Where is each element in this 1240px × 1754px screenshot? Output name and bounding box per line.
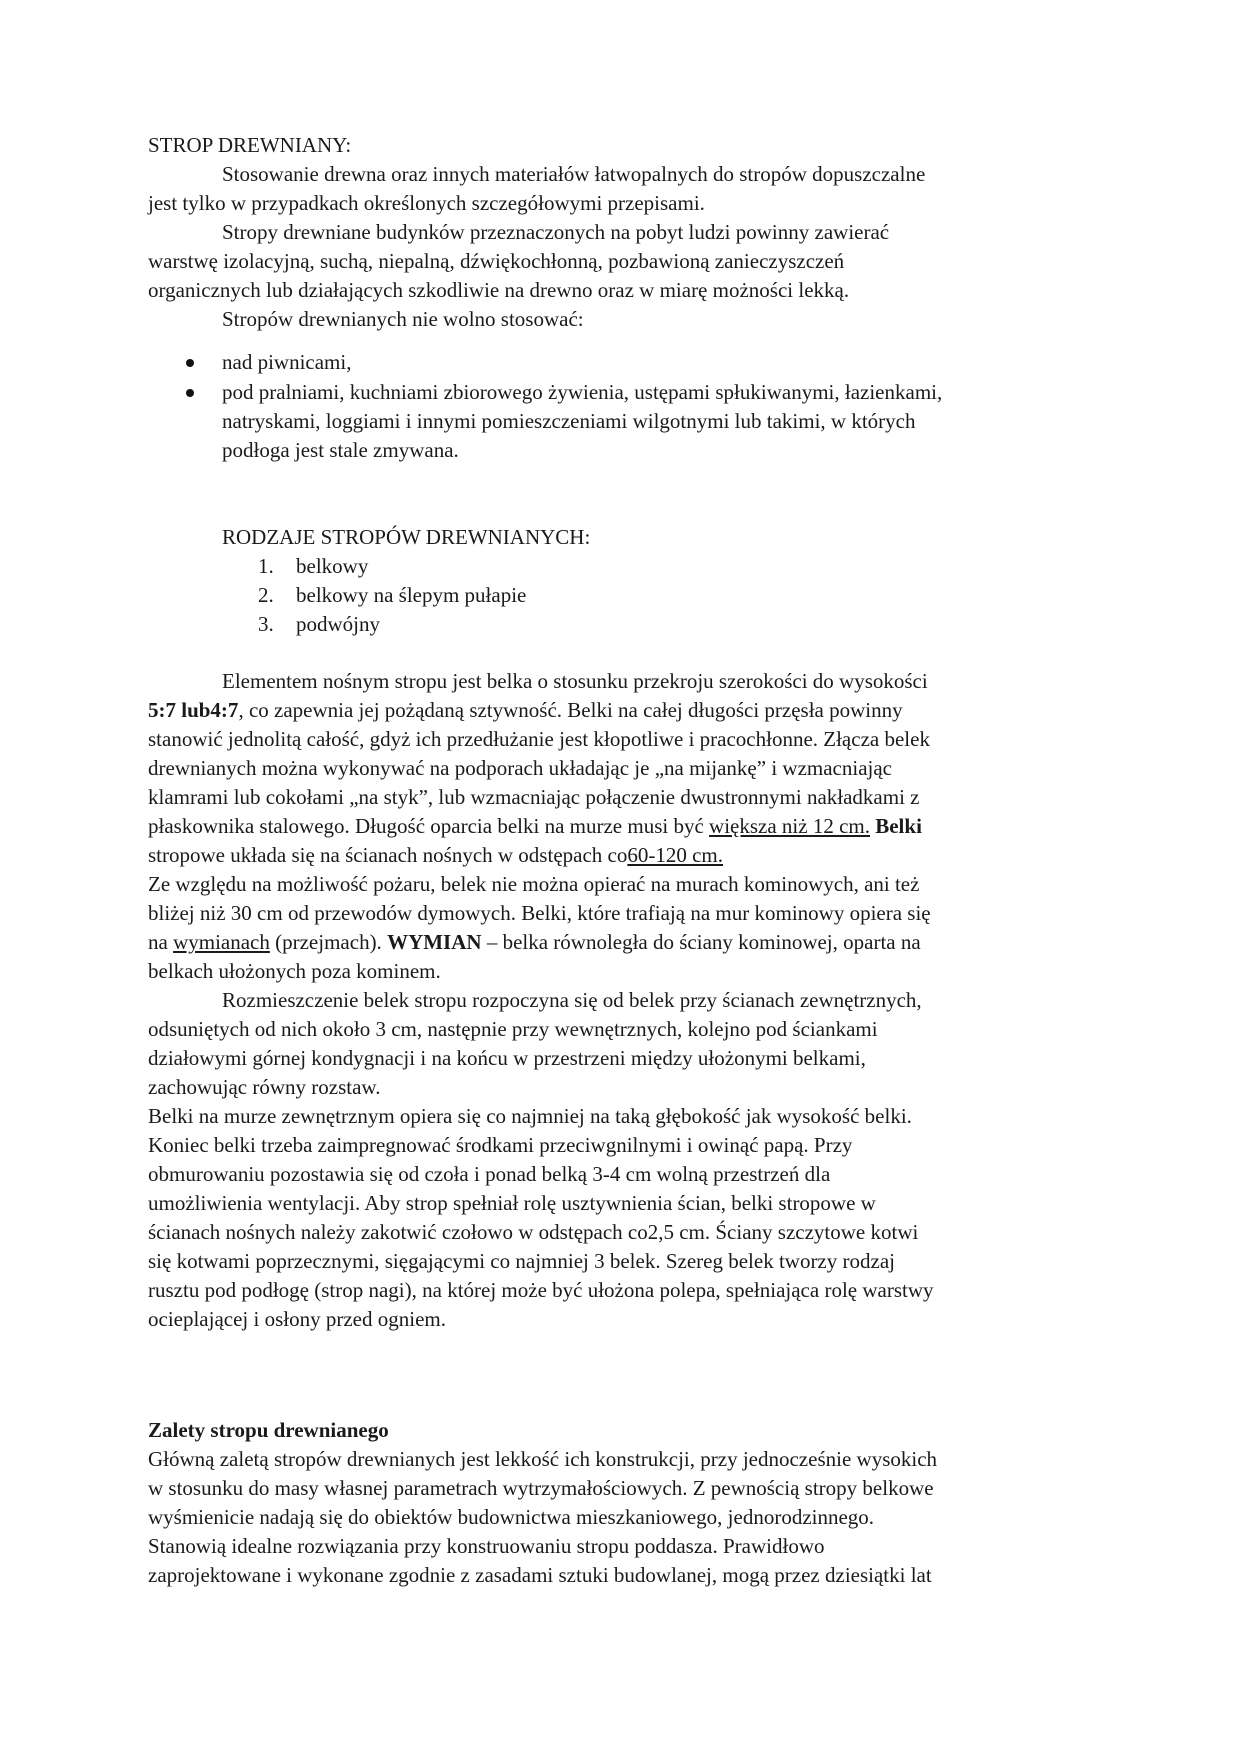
text-span: (przejmach). xyxy=(269,930,388,954)
text-line: Stanowią idealne rozwiązania przy konstruowaniu stropu poddasza. Prawidłowo xyxy=(148,1534,825,1558)
list-number: 1. xyxy=(258,554,274,578)
list-item: belkowy xyxy=(296,554,369,578)
text-line: ocieplającej i osłony przed ogniem. xyxy=(148,1307,446,1331)
text-line: Belki na murze zewnętrznym opiera się co najmniej na taką głębokość jak wysokość belki. xyxy=(148,1104,912,1128)
list-item: podwójny xyxy=(296,612,380,636)
underlined-span: 60-120 cm. xyxy=(627,843,724,867)
text-line: Stropów drewnianych nie wolno stosować: xyxy=(222,307,584,331)
text-line: bliżej niż 30 cm od przewodów dymowych. Belki, które trafiają na mur kominowy opiera się xyxy=(148,901,931,925)
text-span: , co zapewnia jej pożądaną sztywność. Belki na całej długości przęsła powinny xyxy=(238,698,903,722)
bullet-item: natryskami, loggiami i innymi pomieszczeniami wilgotnymi lub takimi, w których xyxy=(222,409,916,433)
text-line: Elementem nośnym stropu jest belka o stosunku przekroju szerokości do wysokości xyxy=(222,669,928,693)
text-span: – belka równoległa do ściany kominowej, oparta na xyxy=(481,930,921,954)
list-number: 2. xyxy=(258,583,274,607)
text-line: Ze względu na możliwość pożaru, belek nie można opierać na murach kominowych, ani też xyxy=(148,872,920,896)
text-line: Koniec belki trzeba zaimpregnować środkami przeciwgnilnymi i owinąć papą. Przy xyxy=(148,1133,853,1157)
text-line: zachowując równy rozstaw. xyxy=(148,1075,381,1099)
document-title: STROP DREWNIANY: xyxy=(148,133,352,157)
text-span: płaskownika stalowego. Długość oparcia belki na murze musi być xyxy=(148,814,710,838)
underlined-span: większa niż 12 cm. xyxy=(709,814,870,838)
text-line: ścianach nośnych należy zakotwić czołowo w odstępach co2,5 cm. Ściany szczytowe kotwi xyxy=(148,1220,919,1244)
text-line: warstwę izolacyjną, suchą, niepalną, dźwiękochłonną, pozbawioną zanieczyszczeń xyxy=(148,249,845,273)
text-line: drewnianych można wykonywać na podporach układając je „na mijankę” i wzmacniając xyxy=(148,756,893,780)
text-line xyxy=(148,841,723,870)
text-line: działowymi górnej kondygnacji i na końcu w przestrzeni między ułożonymi belkami, xyxy=(148,1046,866,1070)
text-line: stanowić jednolitą całość, gdyż ich przedłużanie jest kłopotliwe i pracochłonne. Złącza belek xyxy=(148,727,930,751)
term-bold: WYMIAN xyxy=(387,930,482,954)
text-line: umożliwienia wentylacji. Aby strop spełniał rolę usztywnienia ścian, belki stropowe w xyxy=(148,1191,876,1215)
bullet-item: podłoga jest stale zmywana. xyxy=(222,438,459,462)
underlined-span: wymianach xyxy=(173,930,270,954)
text-line: organicznych lub działających szkodliwie na drewno oraz w miarę możności lekką. xyxy=(148,278,850,302)
text-line: obmurowaniu pozostawia się od czoła i ponad belką 3-4 cm wolną przestrzeń dla xyxy=(148,1162,831,1186)
text-line xyxy=(148,812,922,841)
text-line: wyśmienicie nadają się do obiektów budownictwa mieszkaniowego, jednorodzinnego. xyxy=(148,1505,875,1529)
text-line: belkach ułożonych poza kominem. xyxy=(148,959,441,983)
text-line: Rozmieszczenie belek stropu rozpoczyna się od belek przy ścianach zewnętrznych, xyxy=(222,988,922,1012)
bullet-dot-icon xyxy=(186,389,194,397)
text-line: Stropy drewniane budynków przeznaczonych na pobyt ludzi powinny zawierać xyxy=(222,220,890,244)
list-item: belkowy na ślepym pułapie xyxy=(296,583,527,607)
text-line: zaprojektowane i wykonane zgodnie z zasadami sztuki budowlanej, mogą przez dziesiątki lat xyxy=(148,1563,932,1587)
text-line xyxy=(148,928,921,957)
bullet-item: pod pralniami, kuchniami zbiorowego żywienia, ustępami spłukiwanymi, łazienkami, xyxy=(222,380,943,404)
text-span: stropowe układa się na ścianach nośnych w odstępach co xyxy=(148,843,628,867)
text-line: jest tylko w przypadkach określonych szczegółowymi przepisami. xyxy=(148,191,705,215)
text-line: klamrami lub cokołami „na styk”, lub wzmacniając połączenie dwustronnymi nakładkami z xyxy=(148,785,920,809)
bullet-dot-icon xyxy=(186,359,194,367)
text-line: Główną zaletą stropów drewnianych jest lekkość ich konstrukcji, przy jednocześnie wysokich xyxy=(148,1447,938,1471)
text-span: Belki xyxy=(869,814,922,838)
text-line: odsuniętych od nich około 3 cm, następnie przy wewnętrznych, kolejno pod ściankami xyxy=(148,1017,878,1041)
text-line: się kotwami poprzecznymi, sięgającymi co najmniej 3 belek. Szereg belek tworzy rodzaj xyxy=(148,1249,895,1273)
text-span: na xyxy=(148,930,174,954)
text-line: Stosowanie drewna oraz innych materiałów łatwopalnych do stropów dopuszczalne xyxy=(222,162,926,186)
ratio-bold: 5:7 lub4:7 xyxy=(148,698,239,722)
text-line xyxy=(148,696,903,725)
text-line: rusztu pod podłogę (strop nagi), na której może być ułożona polepa, spełniająca rolę warstwy xyxy=(148,1278,934,1302)
list-number: 3. xyxy=(258,612,274,636)
section-heading: Zalety stropu drewnianego xyxy=(148,1418,389,1442)
section-heading: RODZAJE STROPÓW DREWNIANYCH: xyxy=(222,525,591,549)
bullet-item: nad piwnicami, xyxy=(222,350,352,374)
text-line: w stosunku do masy własnej parametrach wytrzymałościowych. Z pewnością stropy belkowe xyxy=(148,1476,934,1500)
